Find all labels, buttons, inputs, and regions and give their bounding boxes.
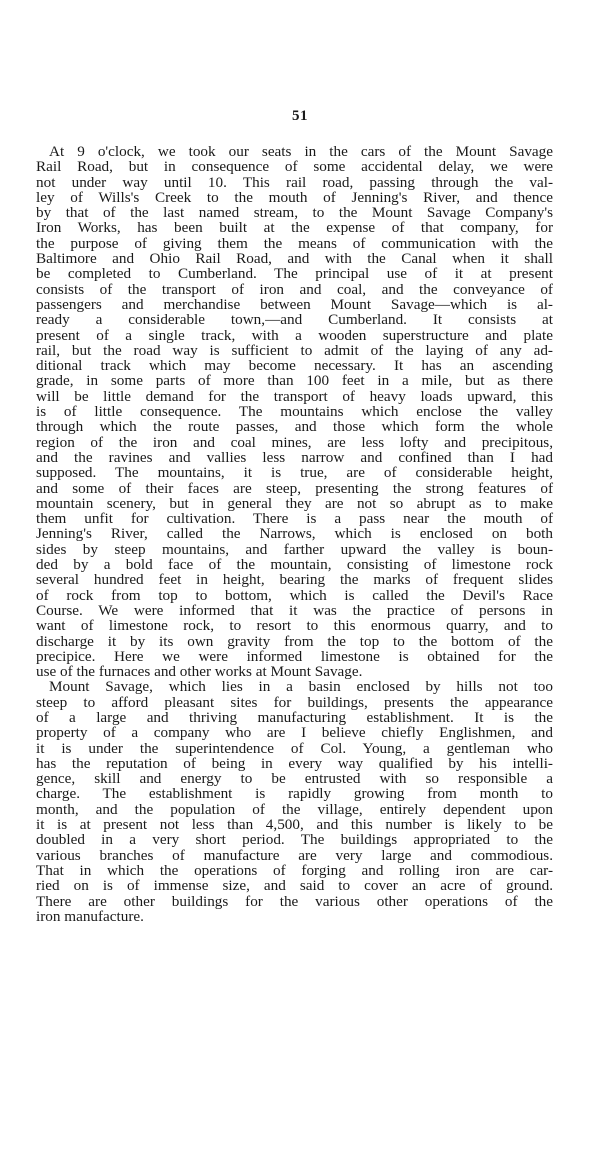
text-line: and some of their faces are steep, presenting the strong features of xyxy=(36,479,553,497)
text-line: the purpose of giving them the means of communication with the xyxy=(36,234,553,252)
text-line: ried on is of immense size, and said to cover an acre of ground. xyxy=(36,877,553,895)
text-line: is of little consequence. The mountains which enclose the valley xyxy=(36,403,553,421)
text-line: want of limestone rock, to resort to this enormous quarry, and to xyxy=(36,617,553,635)
text-line: Rail Road, but in consequence of some accidental delay, we were xyxy=(36,158,553,176)
text-line: mountain scenery, but in general they are not so abrupt as to make xyxy=(36,494,553,512)
text-line: gence, skill and energy to be entrusted with so responsible a xyxy=(36,770,553,788)
text-line: supposed. The mountains, it is true, are of considerable height, xyxy=(36,464,553,482)
text-line: of rock from top to bottom, which is called the Devil's Race xyxy=(36,586,553,604)
text-line: sides by steep mountains, and farther upward the valley is boun- xyxy=(36,540,553,558)
text-line: Jenning's River, called the Narrows, which is enclosed on both xyxy=(36,525,553,543)
body-text xyxy=(36,144,553,924)
text-line: property of a company who are I believe chiefly Englishmen, and xyxy=(36,724,553,742)
text-line: through which the route passes, and those which form the whole xyxy=(36,418,553,436)
text-line: has the reputation of being in every way qualified by his intelli- xyxy=(36,754,553,772)
text-line: grade, in some parts of more than 100 feet in a mile, but as there xyxy=(36,372,553,390)
text-line: of a large and thriving manufacturing establishment. It is the xyxy=(36,708,553,726)
text-line: charge. The establishment is rapidly growing from month to xyxy=(36,785,553,803)
text-line: passengers and merchandise between Mount Savage—which is al- xyxy=(36,295,553,313)
text-line: several hundred feet in height, bearing the marks of frequent slides xyxy=(36,571,553,589)
text-line: Iron Works, has been built at the expense of that company, for xyxy=(36,219,553,237)
text-line: ready a considerable town,—and Cumberland. It consists at xyxy=(36,311,553,329)
text-line: discharge it by its own gravity from the top to the bottom of the xyxy=(36,632,553,650)
text-line: ditional track which may become necessary. It has an ascending xyxy=(36,357,553,375)
text-line: by that of the last named stream, to the Mount Savage Company's xyxy=(36,204,553,222)
text-line: Baltimore and Ohio Rail Road, and with the Canal when it shall xyxy=(36,250,553,268)
text-line: precipice. Here we were informed limestone is obtained for the xyxy=(36,647,553,665)
text-line: will be little demand for the transport of heavy loads upward, this xyxy=(36,387,553,405)
text-line: That in which the operations of forging and rolling iron are car- xyxy=(36,861,553,879)
page-number: 51 xyxy=(292,108,308,124)
text-line: iron manufacture. xyxy=(36,907,144,925)
text-line: be completed to Cumberland. The principal use of it at present xyxy=(36,265,553,283)
text-line: it is under the superintendence of Col. Young, a gentleman who xyxy=(36,739,553,757)
text-line: region of the iron and coal mines, are less lofty and precipitous, xyxy=(36,433,553,451)
text-line: ded by a bold face of the mountain, consisting of limestone rock xyxy=(36,556,553,574)
text-line: At 9 o'clock, we took our seats in the cars of the Mount Savage xyxy=(49,143,553,160)
text-line: use of the furnaces and other works at Mount Savage. xyxy=(36,663,363,681)
text-line: and the ravines and vallies less narrow and confined than I had xyxy=(36,448,553,466)
text-line: Course. We were informed that it was the practice of persons in xyxy=(36,601,553,619)
text-line: consists of the transport of iron and coal, and the conveyance of xyxy=(36,280,553,298)
text-line: There are other buildings for the various other operations of the xyxy=(36,892,553,910)
text-line: ley of Wills's Creek to the mouth of Jenning's River, and thence xyxy=(36,188,553,206)
text-line: not under way until 10. This rail road, passing through the val- xyxy=(36,173,553,191)
text-line: it is at present not less than 4,500, and this number is likely to be xyxy=(36,816,553,834)
text-line: doubled in a very short period. The buildings appropriated to the xyxy=(36,831,553,849)
text-line: present of a single track, with a wooden superstructure and plate xyxy=(36,326,553,344)
text-line: Mount Savage, which lies in a basin enclosed by hills not too xyxy=(49,678,553,696)
text-line: steep to afford pleasant sites for buildings, presents the appearance xyxy=(36,693,553,711)
text-line: various branches of manufacture are very large and commodious. xyxy=(36,846,553,864)
text-line: rail, but the road way is sufficient to admit of the laying of any ad- xyxy=(36,341,553,359)
text-line: them unfit for cultivation. There is a pass near the mouth of xyxy=(36,510,553,528)
text-line: month, and the population of the village, entirely dependent upon xyxy=(36,800,553,818)
